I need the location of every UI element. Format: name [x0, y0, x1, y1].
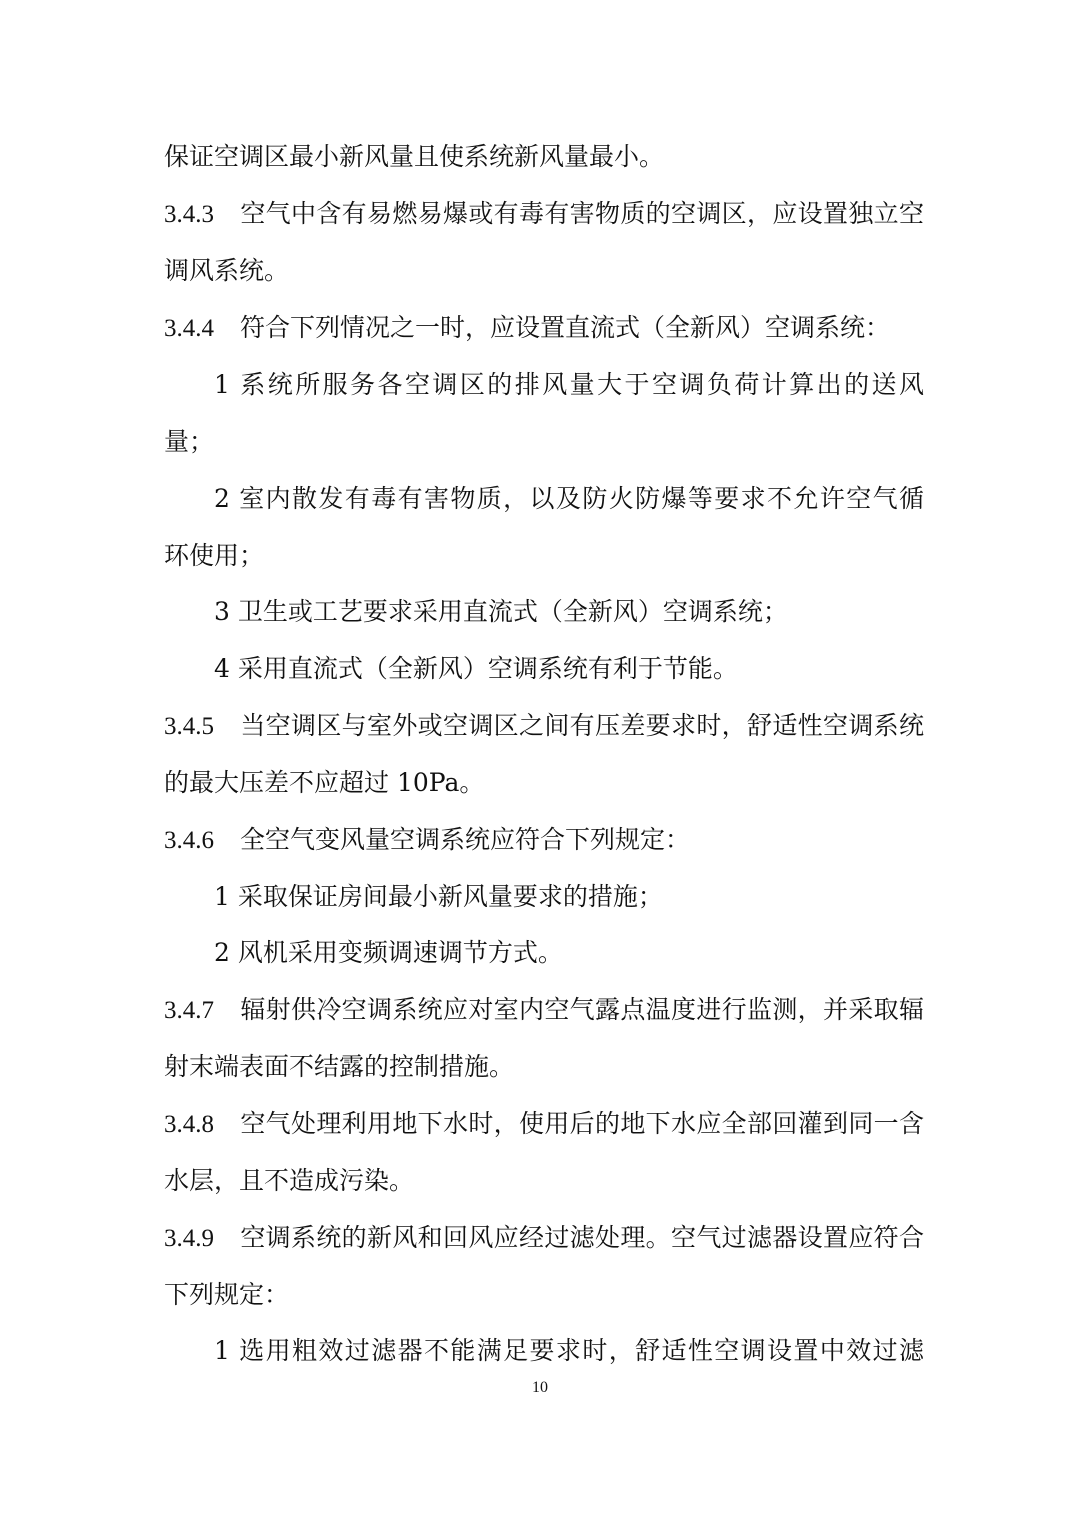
paragraph-line: 的最大压差不应超过 10Pa。 [164, 768, 485, 797]
paragraph-line: 保证空调区最小新风量且使系统新风量最小。 [164, 142, 665, 171]
paragraph-line: 射末端表面不结露的控制措施。 [164, 1052, 515, 1081]
clause-number: 3.4.7 [164, 997, 214, 1024]
list-item: 3 卫生或工艺要求采用直流式（全新风）空调系统； [214, 597, 788, 626]
clause-3-4-7: 3.4.7 辐射供冷空调系统应对室内空气露点温度进行监测，并采取辐 [164, 995, 924, 1024]
clause-number: 3.4.6 [164, 827, 214, 854]
clause-number: 3.4.3 [164, 201, 214, 228]
clause-3-4-6: 3.4.6 全空气变风量空调系统应符合下列规定： [164, 825, 691, 854]
clause-number: 3.4.8 [164, 1111, 214, 1138]
paragraph-line: 环使用； [164, 541, 265, 570]
list-item: 2 风机采用变频调速调节方式。 [214, 938, 563, 967]
page-number: 10 [532, 1379, 548, 1396]
clause-3-4-9: 3.4.9 空调系统的新风和回风应经过滤处理。空气过滤器设置应符合 [164, 1223, 924, 1252]
paragraph-line: 量； [164, 427, 215, 456]
clause-number: 3.4.9 [164, 1225, 214, 1252]
list-item: 1 选用粗效过滤器不能满足要求时，舒适性空调设置中效过滤 [214, 1336, 924, 1365]
clause-3-4-3: 3.4.3 空气中含有易燃易爆或有毒有害物质的空调区，应设置独立空 [164, 199, 924, 228]
clause-3-4-5: 3.4.5 当空调区与室外或空调区之间有压差要求时，舒适性空调系统 [164, 711, 924, 740]
list-item: 2 室内散发有毒有害物质，以及防火防爆等要求不允许空气循 [214, 484, 924, 513]
list-item: 1 系统所服务各空调区的排风量大于空调负荷计算出的送风 [214, 370, 924, 399]
paragraph-line: 下列规定： [164, 1280, 290, 1309]
list-item: 1 采取保证房间最小新风量要求的措施； [214, 882, 663, 911]
clause-3-4-8: 3.4.8 空气处理利用地下水时，使用后的地下水应全部回灌到同一含 [164, 1109, 924, 1138]
list-item: 4 采用直流式（全新风）空调系统有利于节能。 [214, 654, 738, 683]
paragraph-line: 水层，且不造成污染。 [164, 1166, 415, 1195]
clause-number: 3.4.5 [164, 713, 214, 740]
paragraph-line: 调风系统。 [164, 256, 290, 285]
clause-3-4-4: 3.4.4 符合下列情况之一时，应设置直流式（全新风）空调系统： [164, 313, 891, 342]
clause-number: 3.4.4 [164, 315, 214, 342]
